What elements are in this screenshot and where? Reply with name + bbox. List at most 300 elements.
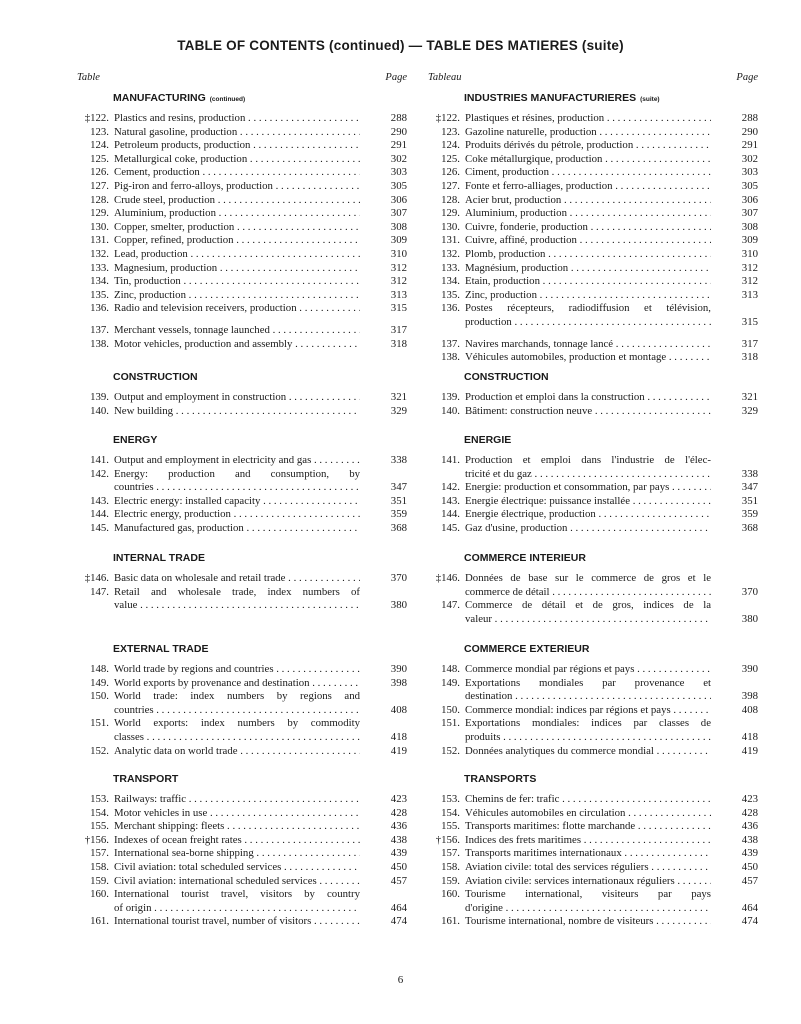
toc-entry[interactable] (428, 834, 758, 848)
table-number: 130. (90, 220, 109, 233)
entry-title-line: Energie électrique: puissance installée . . . (465, 495, 711, 509)
entry-title (114, 139, 360, 153)
entry-title (465, 391, 711, 405)
toc-entry[interactable] (77, 262, 407, 276)
table-number: ‡122. (84, 112, 109, 124)
entry-title-line: Production et emploi dans l'industrie de l'élec- (465, 454, 711, 466)
toc-entry[interactable] (428, 194, 758, 208)
toc-entry[interactable] (428, 861, 758, 875)
section-title: INTERNAL TRADE (113, 552, 205, 564)
entry-title-line: Commerce mondial: indices par régions et pays . . . (465, 704, 711, 718)
table-number: 137. (441, 337, 460, 350)
entry-title-line: Cuivre, fonderie, production . . . (465, 221, 711, 235)
page-ref: 313 (390, 288, 407, 301)
entry-title-line: Etain, production . . . (465, 275, 711, 289)
entry-title-line: Produits dérivés du pétrole, production . . . (465, 139, 711, 153)
entry-title-line: Commerce de détail et de gros, indices de la (465, 599, 711, 612)
page-ref: 347 (390, 481, 407, 494)
toc-entry[interactable] (428, 847, 758, 861)
table-number: 129. (90, 207, 109, 220)
toc-entry[interactable] (77, 221, 407, 235)
table-number: 151. (90, 717, 109, 730)
toc-entry[interactable] (428, 221, 758, 235)
entry-title (465, 454, 711, 481)
page-ref: 306 (390, 193, 407, 206)
table-number: 138. (90, 337, 109, 350)
table-number: 159. (441, 874, 460, 887)
page-title: TABLE OF CONTENTS (continued) — TABLE DES MATIERES (suite) (177, 38, 624, 53)
entry-title (465, 847, 711, 861)
entry-title (465, 888, 711, 915)
page-ref: 368 (741, 522, 758, 534)
toc-entry[interactable] (77, 153, 407, 167)
entry-title-line: Pig-iron and ferro-alloys, production . . . (114, 180, 360, 194)
toc-entry[interactable] (77, 820, 407, 834)
entry-title (465, 572, 711, 599)
table-number: 123. (441, 125, 460, 138)
page-ref: 312 (390, 275, 407, 288)
table-number: 158. (90, 861, 109, 873)
entry-title-line: Acier brut, production . . . (465, 194, 711, 208)
page-number: 6 (397, 974, 404, 986)
table-number: 158. (441, 861, 460, 873)
page-ref: 312 (390, 261, 407, 274)
toc-entry[interactable] (428, 663, 758, 677)
section-title: ENERGY (113, 434, 158, 446)
toc-entry[interactable] (77, 468, 407, 495)
toc-entry[interactable] (77, 112, 407, 126)
section-title: COMMERCE EXTERIEUR (464, 643, 590, 655)
toc-entry[interactable] (428, 139, 758, 153)
toc-entry[interactable] (428, 126, 758, 140)
toc-entry[interactable] (428, 717, 758, 744)
table-number: 152. (90, 744, 109, 757)
page-ref: 312 (741, 261, 758, 274)
entry-title (114, 820, 360, 834)
toc-entry[interactable] (428, 262, 758, 276)
section-heading (113, 773, 178, 785)
entry-title (465, 522, 711, 536)
entry-title (465, 915, 711, 929)
entry-title-line: Cuivre, affiné, production . . . (465, 234, 711, 248)
table-number: 133. (441, 261, 460, 274)
toc-entry[interactable] (428, 180, 758, 194)
entry-title (114, 338, 360, 352)
entry-title-line: commerce de détail . . . (465, 586, 711, 600)
table-number: 161. (441, 915, 460, 928)
table-number: †156. (84, 833, 109, 846)
toc-entry[interactable] (77, 888, 407, 915)
toc-entry[interactable] (77, 248, 407, 262)
toc-entry[interactable] (77, 391, 407, 405)
entry-title-line: Aluminium, production . . . (114, 207, 360, 221)
entry-title-line: Commerce mondial par régions et pays . . . (465, 663, 711, 677)
entry-title (465, 289, 711, 303)
entry-title-line: Aluminium, production . . . (465, 207, 711, 221)
entry-title-line: Indexes of ocean freight rates . . . (114, 834, 360, 848)
table-number: 143. (441, 494, 460, 507)
page-ref: 436 (741, 820, 758, 833)
entry-title (465, 338, 711, 352)
table-number: 139. (90, 391, 109, 403)
entry-title (114, 915, 360, 929)
table-number: 155. (441, 820, 460, 833)
table-number: 125. (90, 152, 109, 165)
toc-entry[interactable] (77, 302, 407, 316)
page-ref: 305 (390, 180, 407, 192)
page-ref: 338 (741, 467, 758, 480)
toc-entry[interactable] (428, 599, 758, 626)
toc-entry[interactable] (77, 915, 407, 929)
toc-entry[interactable] (428, 745, 758, 759)
entry-title-line: Tourisme international, visiteurs par pays (465, 888, 711, 901)
entry-title (114, 745, 360, 759)
entry-title (114, 454, 360, 468)
entry-title (465, 194, 711, 208)
toc-entry[interactable] (77, 586, 407, 613)
toc-entry[interactable] (77, 139, 407, 153)
entry-title-line: Exportations mondiales par provenance et (465, 676, 711, 689)
page-ref: 419 (390, 744, 407, 757)
entry-title (114, 126, 360, 140)
page-ref: 318 (741, 351, 758, 364)
entry-title-line: Gazoline naturelle, production . . . (465, 126, 711, 140)
toc-entry[interactable] (428, 351, 758, 365)
toc-entry[interactable] (77, 572, 407, 586)
page-ref: 302 (390, 152, 407, 165)
page-ref: 359 (390, 508, 407, 521)
toc-entry[interactable] (77, 126, 407, 140)
table-number: 141. (441, 454, 460, 466)
toc-entry[interactable] (428, 234, 758, 248)
entry-title-line: Exportations mondiales: indices par classes de (465, 717, 711, 730)
entry-title-line: Transports maritimes: flotte marchande . . . (465, 820, 711, 834)
entry-title-line: Coke métallurgique, production . . . (465, 153, 711, 167)
table-number: 132. (441, 248, 460, 260)
toc-entry[interactable] (77, 495, 407, 509)
entry-title-line: Merchant vessels, tonnage launched . . . (114, 324, 360, 338)
section-title: ENERGIE (464, 434, 512, 446)
entry-title-line: Plastiques et résines, production . . . (465, 112, 711, 126)
toc-entry[interactable] (428, 207, 758, 221)
toc-entry[interactable] (77, 663, 407, 677)
table-number: 151. (441, 717, 460, 730)
entry-title (465, 745, 711, 759)
page-ref: 370 (741, 585, 758, 598)
page-ref: 321 (741, 391, 758, 403)
column-header-table: Tableau (428, 72, 462, 83)
entry-title-line: Civil aviation: international scheduled services . . . (114, 875, 360, 889)
toc-entry[interactable] (428, 112, 758, 126)
entry-title (114, 586, 360, 613)
entry-title-line: Merchant shipping: fleets . . . (114, 820, 360, 834)
table-number: 160. (441, 888, 460, 901)
page-ref: 308 (741, 220, 758, 233)
toc-entry[interactable] (428, 153, 758, 167)
table-number: 153. (90, 793, 109, 805)
page-ref: 347 (741, 481, 758, 494)
table-number: 126. (90, 166, 109, 179)
page-ref: 290 (741, 125, 758, 138)
toc-entry[interactable] (77, 690, 407, 717)
table-number: 135. (90, 288, 109, 301)
entry-title-line: Lead, production . . . (114, 248, 360, 262)
entry-title (114, 522, 360, 536)
section-heading (464, 773, 536, 785)
table-number: 153. (441, 793, 460, 805)
section-heading (113, 92, 245, 104)
toc-entry[interactable] (428, 875, 758, 889)
page-ref: 310 (390, 248, 407, 260)
entry-title-line: tricité et du gaz . . . (465, 468, 711, 482)
toc-entry[interactable] (428, 454, 758, 481)
table-number: 137. (90, 324, 109, 336)
page-ref: 438 (741, 833, 758, 846)
page-ref: 439 (390, 847, 407, 860)
table-number: 150. (90, 690, 109, 703)
toc-entry[interactable] (428, 793, 758, 807)
entry-title (114, 166, 360, 180)
page-ref: 370 (390, 572, 407, 584)
entry-title-line: Motor vehicles, production and assembly . . . (114, 338, 360, 352)
section-heading (113, 552, 205, 564)
entry-title-line: Bâtiment: construction neuve . . . (465, 405, 711, 419)
entry-title (465, 481, 711, 495)
entry-title (114, 572, 360, 586)
page-ref: 428 (741, 806, 758, 819)
toc-entry[interactable] (77, 166, 407, 180)
page-ref: 309 (390, 234, 407, 247)
entry-title (465, 717, 711, 744)
column-header-page: Page (385, 72, 407, 83)
page-ref: 398 (390, 676, 407, 689)
section-title: COMMERCE INTERIEUR (464, 552, 586, 564)
entry-title-line: d'origine . . . (465, 902, 711, 916)
toc-entry[interactable] (428, 338, 758, 352)
entry-title (465, 807, 711, 821)
entry-title-line: Chemins de fer: trafic . . . (465, 793, 711, 807)
page-ref: 436 (390, 820, 407, 833)
entry-title-line: Véhicules automobiles, production et montage . . . (465, 351, 711, 365)
entry-title-line: World trade by regions and countries . . . (114, 663, 360, 677)
toc-entry[interactable] (428, 677, 758, 704)
section-title: CONSTRUCTION (113, 371, 198, 383)
section-subtitle: (suite) (640, 96, 660, 103)
entry-title (465, 820, 711, 834)
entry-title-line: Metallurgical coke, production . . . (114, 153, 360, 167)
table-number: †156. (435, 833, 460, 846)
toc-entry[interactable] (428, 888, 758, 915)
page-ref: 423 (741, 793, 758, 805)
toc-entry[interactable] (77, 194, 407, 208)
page-ref: 309 (741, 234, 758, 247)
table-number: 147. (441, 599, 460, 612)
entry-title (465, 793, 711, 807)
toc-entry[interactable] (77, 289, 407, 303)
toc-entry[interactable] (77, 338, 407, 352)
entry-title (114, 677, 360, 691)
page-ref: 307 (741, 207, 758, 220)
table-number: 127. (441, 180, 460, 192)
page-ref: 302 (741, 152, 758, 165)
section-title: TRANSPORT (113, 773, 179, 785)
page-ref: 308 (390, 220, 407, 233)
toc-entry[interactable] (428, 572, 758, 599)
toc-entry[interactable] (77, 234, 407, 248)
table-number: 134. (90, 275, 109, 288)
toc-entry[interactable] (77, 793, 407, 807)
entry-title-line: World exports by provenance and destination . . . (114, 677, 360, 691)
toc-entry[interactable] (77, 180, 407, 194)
entry-title-line: Ciment, production . . . (465, 166, 711, 180)
table-number: 123. (90, 125, 109, 138)
entry-title (465, 262, 711, 276)
entry-title (465, 221, 711, 235)
toc-entry[interactable] (77, 745, 407, 759)
page-ref: 457 (390, 874, 407, 887)
table-number: 136. (441, 302, 460, 315)
page-ref: 318 (390, 337, 407, 350)
table-number: 140. (441, 404, 460, 417)
page-ref: 439 (741, 847, 758, 860)
entry-title (465, 704, 711, 718)
entry-title (465, 275, 711, 289)
toc-entry[interactable] (428, 289, 758, 303)
page-ref: 307 (390, 207, 407, 220)
toc-entry[interactable] (77, 207, 407, 221)
page-ref: 438 (390, 833, 407, 846)
entry-title-line: World trade: index numbers by regions and (114, 690, 360, 703)
toc-entry[interactable] (77, 834, 407, 848)
page-ref: 351 (390, 494, 407, 507)
page-ref: 359 (741, 508, 758, 521)
toc-entry[interactable] (77, 847, 407, 861)
toc-entry[interactable] (77, 275, 407, 289)
toc-entry[interactable] (77, 717, 407, 744)
entry-title (114, 495, 360, 509)
toc-entry[interactable] (428, 391, 758, 405)
column-header (77, 72, 407, 86)
toc-entry[interactable] (428, 508, 758, 522)
page-ref: 464 (741, 901, 758, 914)
toc-entry[interactable] (77, 807, 407, 821)
table-number: 131. (441, 234, 460, 247)
entry-title-line: Output and employment in electricity and gas . . . (114, 454, 360, 468)
entry-title-line: Zinc, production . . . (465, 289, 711, 303)
entry-title (465, 495, 711, 509)
entry-title (114, 194, 360, 208)
table-number: 148. (90, 663, 109, 675)
entry-title-line: Analytic data on world trade . . . (114, 745, 360, 759)
entry-title (465, 180, 711, 194)
toc-entry[interactable] (428, 248, 758, 262)
toc-entry[interactable] (77, 508, 407, 522)
toc-entry[interactable] (428, 807, 758, 821)
table-number: 157. (90, 847, 109, 860)
toc-entry[interactable] (77, 861, 407, 875)
page-ref: 329 (390, 404, 407, 417)
entry-title-line: Magnesium, production . . . (114, 262, 360, 276)
toc-entry[interactable] (77, 454, 407, 468)
entry-title-line: Electric energy: installed capacity . . . (114, 495, 360, 509)
entry-title-line: International sea-borne shipping . . . (114, 847, 360, 861)
section-heading (113, 643, 208, 655)
toc-entry[interactable] (77, 875, 407, 889)
table-number: 134. (441, 275, 460, 288)
entry-title-line: Manufactured gas, production . . . (114, 522, 360, 536)
table-number: 125. (441, 152, 460, 165)
toc-entry[interactable] (428, 820, 758, 834)
entry-title-line: New building . . . (114, 405, 360, 419)
toc-entry[interactable] (77, 405, 407, 419)
entry-title-line: Retail and wholesale trade, index numbers of (114, 585, 360, 598)
entry-title (114, 180, 360, 194)
toc-entry[interactable] (428, 405, 758, 419)
section-title: TRANSPORTS (464, 773, 537, 785)
toc-entry[interactable] (428, 704, 758, 718)
page-ref: 310 (741, 248, 758, 260)
table-number: 149. (90, 676, 109, 689)
entry-title-line: Aviation civile: total des services réguliers . . . (465, 861, 711, 875)
entry-title (465, 153, 711, 167)
page-ref: 305 (741, 180, 758, 192)
page-ref: 303 (390, 166, 407, 179)
table-number: 135. (441, 288, 460, 301)
page-ref: 291 (741, 139, 758, 152)
section-title: EXTERNAL TRADE (113, 643, 209, 655)
table-number: 157. (441, 847, 460, 860)
entry-title-line: Energie électrique, production . . . (465, 508, 711, 522)
toc-entry[interactable] (428, 302, 758, 329)
toc-entry[interactable] (77, 522, 407, 536)
entry-title (114, 275, 360, 289)
toc-entry[interactable] (77, 677, 407, 691)
page-ref: 464 (390, 901, 407, 914)
table-number: 152. (441, 744, 460, 757)
page-ref: 321 (390, 391, 407, 403)
entry-title-line: Basic data on wholesale and retail trade . . . (114, 572, 360, 586)
entry-title-line: Energie: production et consommation, par pays . . . (465, 481, 711, 495)
toc-entry[interactable] (428, 275, 758, 289)
entry-title-line: Motor vehicles in use . . . (114, 807, 360, 821)
table-number: 148. (441, 663, 460, 675)
toc-entry[interactable] (77, 324, 407, 338)
entry-title (114, 405, 360, 419)
entry-title-line: produits . . . (465, 731, 711, 745)
toc-entry[interactable] (428, 481, 758, 495)
entry-title-line: Aviation civile: services internationaux réguliers . . . (465, 875, 711, 889)
page-ref: 315 (741, 315, 758, 328)
table-number: 145. (441, 522, 460, 534)
entry-title (114, 834, 360, 848)
page-ref: 329 (741, 404, 758, 417)
entry-title-line: value . . . (114, 599, 360, 613)
toc-entry[interactable] (428, 915, 758, 929)
entry-title-line: Tourisme international, nombre de visiteurs . . . (465, 915, 711, 929)
entry-title (114, 861, 360, 875)
entry-title (465, 302, 711, 329)
entry-title-line: Production et emploi dans la construction . . . (465, 391, 711, 405)
toc-entry[interactable] (428, 166, 758, 180)
table-number: 143. (90, 494, 109, 507)
toc-entry[interactable] (428, 495, 758, 509)
entry-title-line: Zinc, production . . . (114, 289, 360, 303)
table-number: 132. (90, 248, 109, 260)
toc-entry[interactable] (428, 522, 758, 536)
page-ref: 303 (741, 166, 758, 179)
entry-title-line: countries . . . (114, 481, 360, 495)
entry-title (114, 508, 360, 522)
